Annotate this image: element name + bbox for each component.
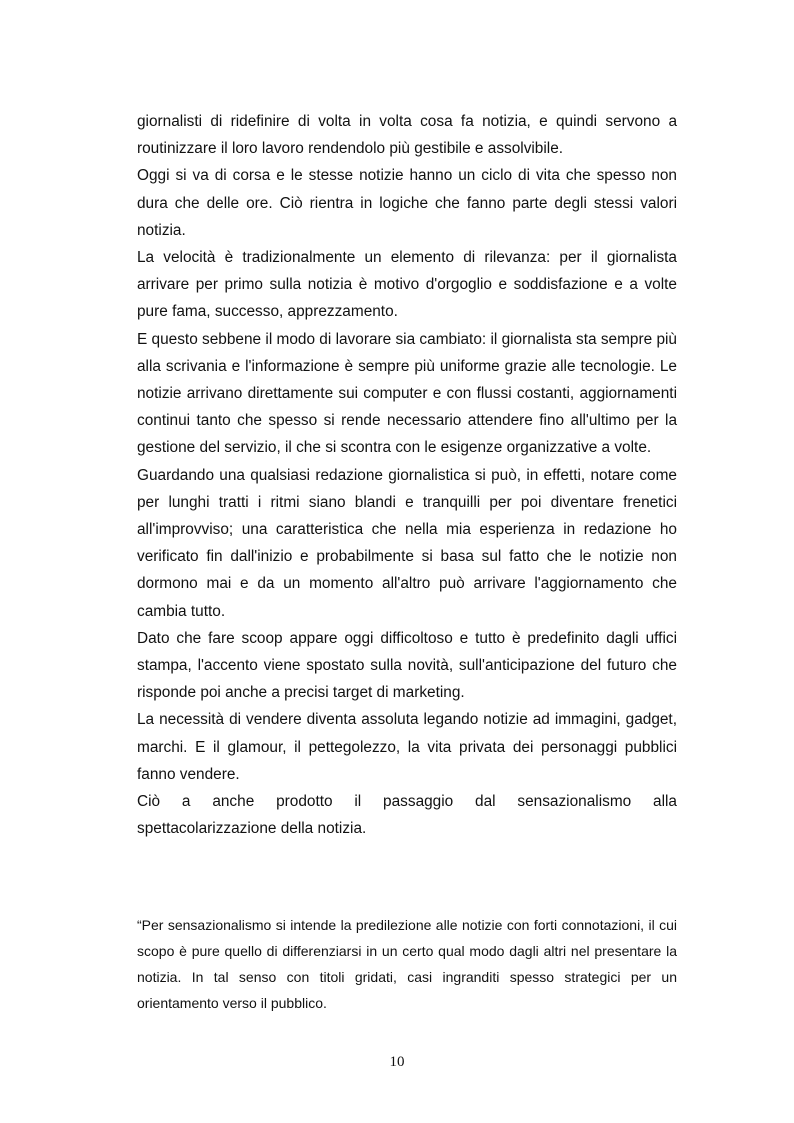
block-quote bbox=[137, 912, 677, 1016]
paragraph: Guardando una qualsiasi redazione giornalistica si può, in effetti, notare come per lunghi tratti i ritmi siano blandi e tranquilli per poi diventare frenetici all'improvviso; una caratteristica che nella mia esperienza in redazione ho verificato fin dall'inizio e probabilmente si basa sul fatto che le notizie non dormono mai e da un momento all'altro può arrivare l'aggiornamento che cambia tutto. bbox=[137, 466, 677, 620]
body-text bbox=[137, 108, 677, 842]
paragraph: Dato che fare scoop appare oggi difficoltoso e tutto è predefinito dagli uffici stampa, l'accento viene spostato sulla novità, sull'anticipazione del futuro che risponde poi anche a precisi target di marketing. bbox=[137, 629, 677, 702]
quote-text: “Per sensazionalismo si intende la predilezione alle notizie con forti connotazioni, il cui scopo è pure quello di differenziarsi in un certo qual modo dagli altri nel presentare la notizia. In tal senso con titoli gridati, casi ingranditi spesso strategici per un orientamento verso il pubblico. bbox=[137, 917, 677, 1011]
paragraph: Oggi si va di corsa e le stesse notizie hanno un ciclo di vita che spesso non dura che delle ore. Ciò rientra in logiche che fanno parte degli stessi valori notizia. bbox=[137, 167, 677, 239]
paragraph: La necessità di vendere diventa assoluta legando notizie ad immagini, gadget, marchi. E il glamour, il pettegolezzo, la vita privata dei personaggi pubblici fanno vendere. bbox=[137, 711, 677, 783]
paragraph: Ciò a anche prodotto il passaggio dal sensazionalismo alla spettacolarizzazione della notizia. bbox=[137, 793, 677, 838]
page-number: 10 bbox=[389, 1054, 405, 1070]
paragraph: La velocità è tradizionalmente un elemento di rilevanza: per il giornalista arrivare per primo sulla notizia è motivo d'orgoglio e soddisfazione e a volte pure fama, successo, apprezzamento. bbox=[137, 249, 677, 321]
paragraph: giornalisti di ridefinire di volta in volta cosa fa notizia, e quindi servono a routinizzare il loro lavoro rendendolo più gestibile e assolvibile. bbox=[137, 113, 677, 158]
paragraph: E questo sebbene il modo di lavorare sia cambiato: il giornalista sta sempre più alla scrivania e l'informazione è sempre più uniforme grazie alle tecnologie. Le notizie arrivano direttamente sui computer e con flussi costanti, aggiornamenti continui tanto che spesso si rende necessario attendere fino all'ultimo per la gestione del servizio, il che si scontra con le esigenze organizzative a volte. bbox=[137, 330, 677, 457]
